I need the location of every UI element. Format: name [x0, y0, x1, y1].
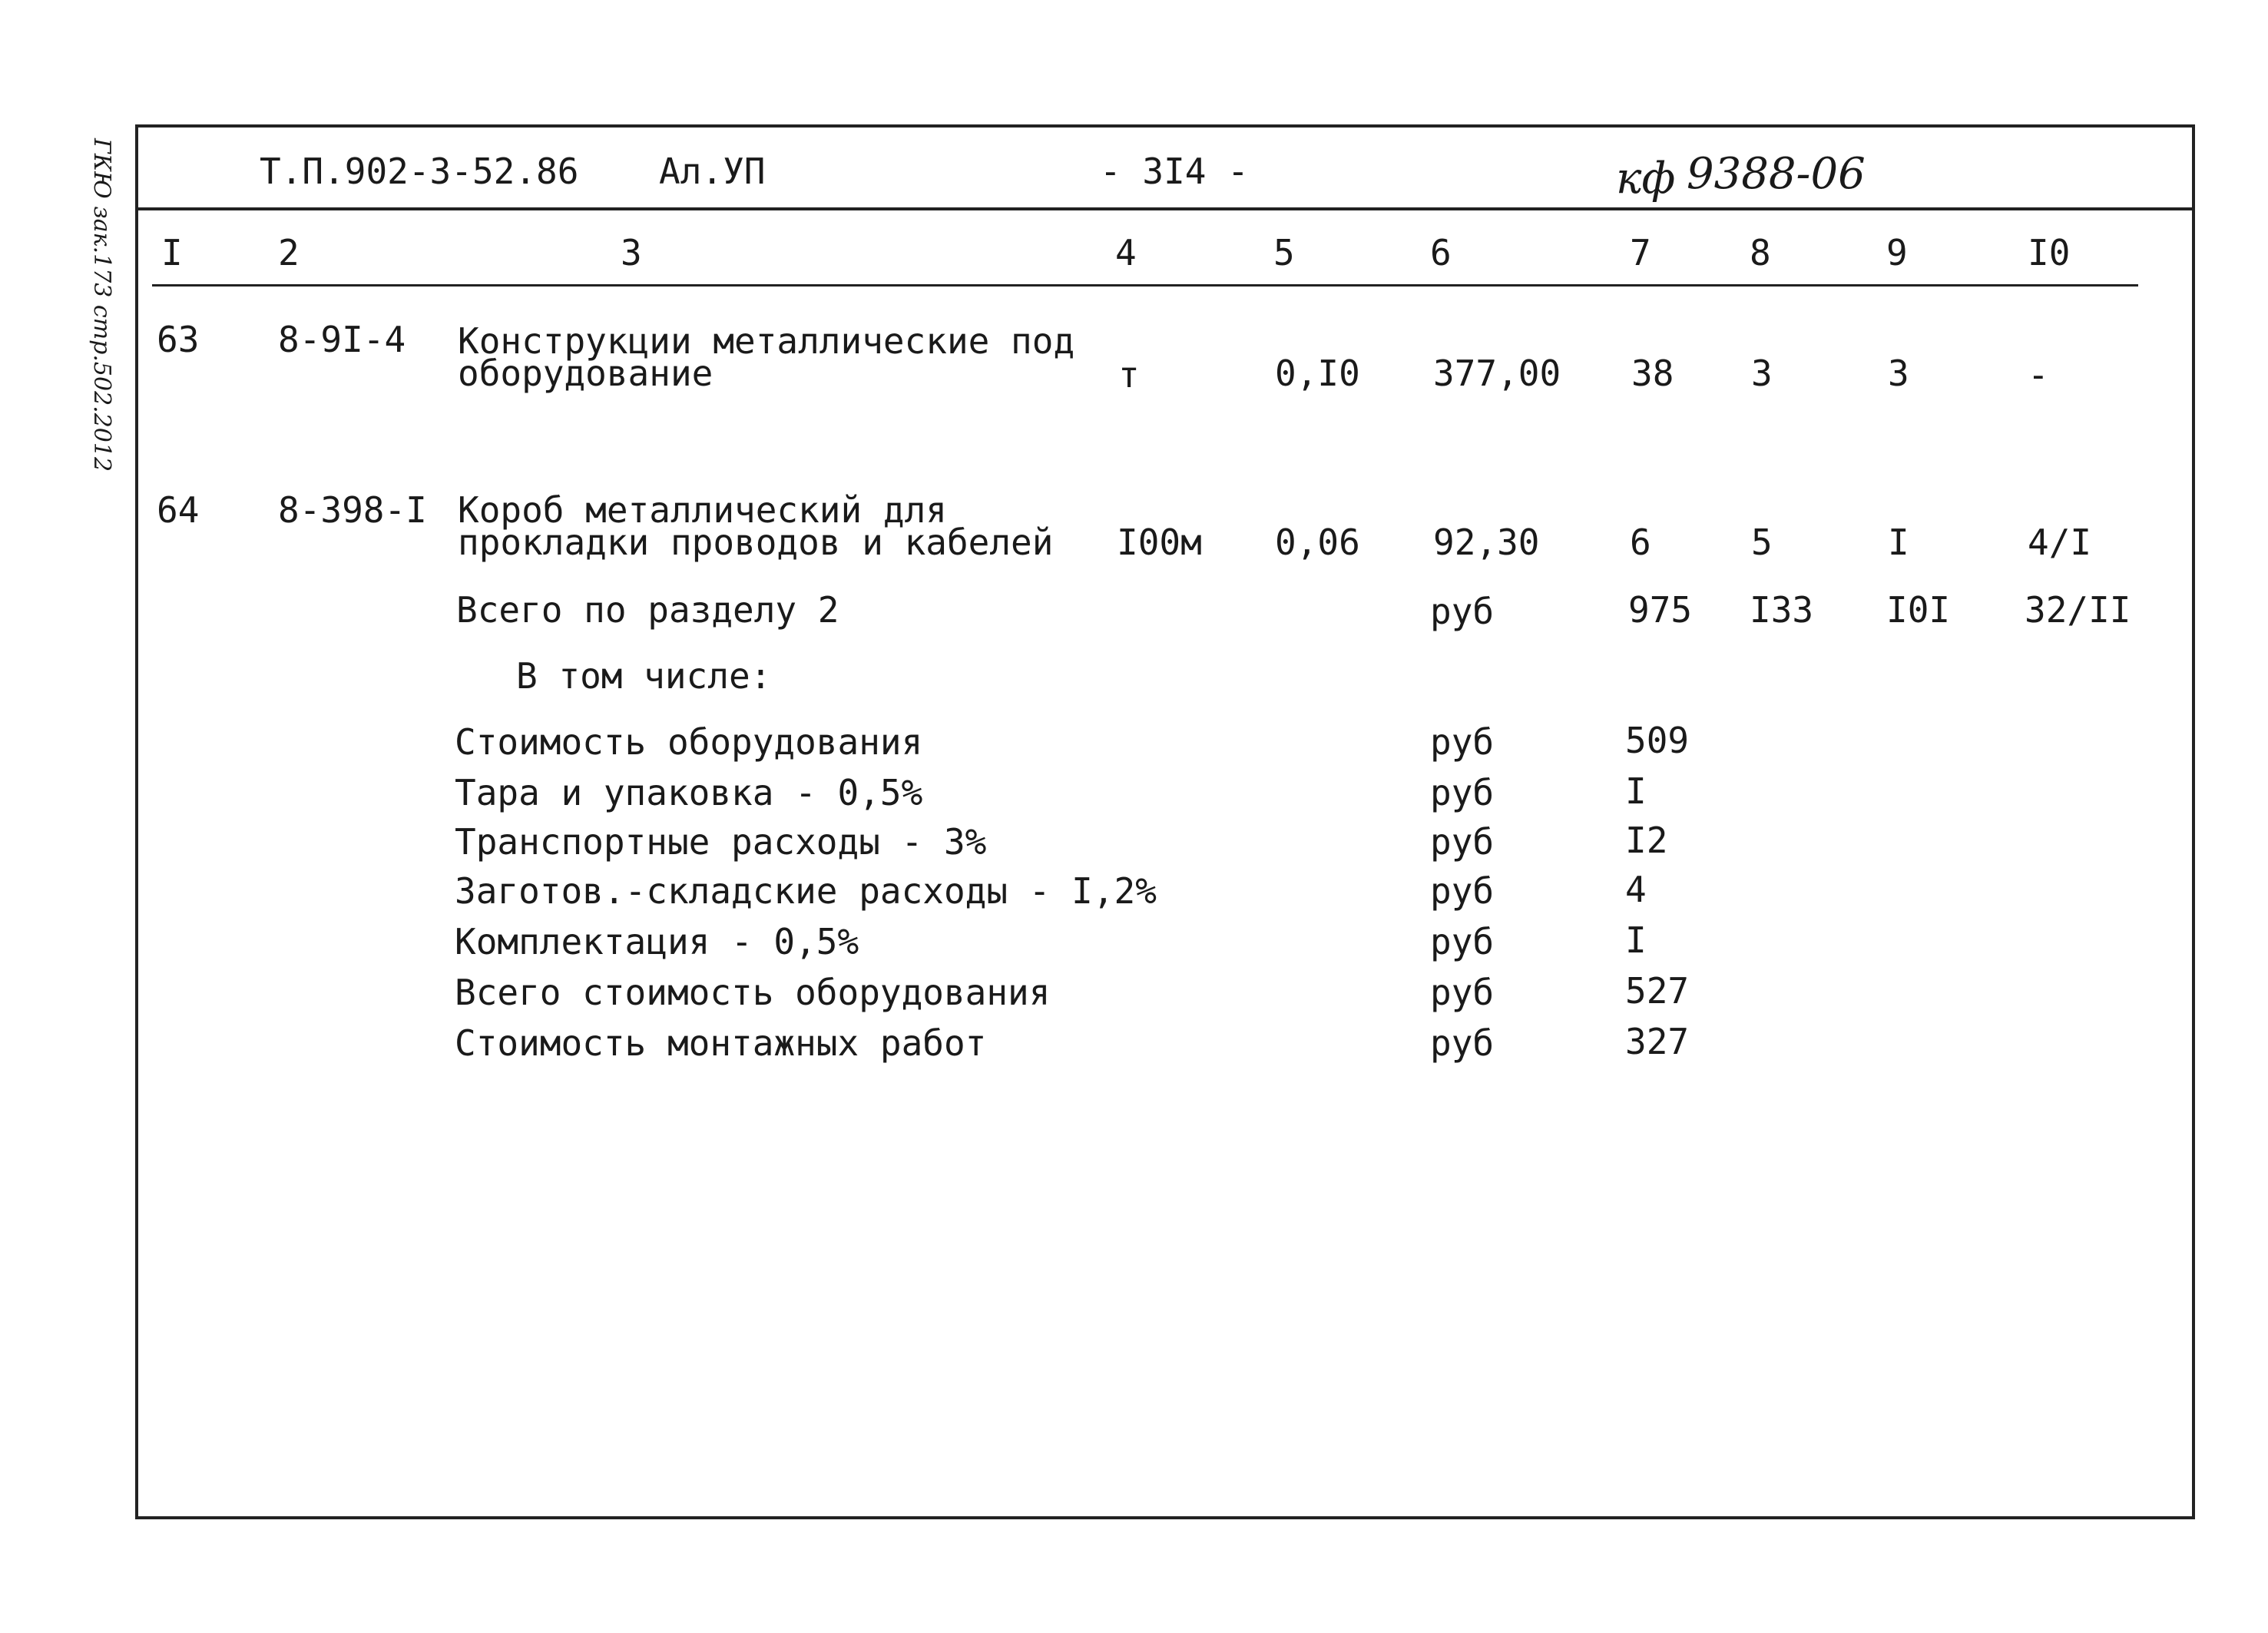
col-num-8: 8: [1750, 232, 1771, 273]
col-num-4: 4: [1115, 232, 1137, 273]
project-code: Т.П.902-3-52.86: [260, 151, 579, 192]
including-label: В том числе:: [516, 655, 772, 697]
summary-unit: руб: [1430, 721, 1495, 763]
col-num-9: 9: [1886, 232, 1908, 273]
summary-label: Заготов.-складские расходы - I,2%: [455, 870, 1157, 912]
column-header-underline: [152, 284, 2138, 287]
col-num-2: 2: [278, 232, 300, 273]
summary-unit: руб: [1430, 921, 1495, 962]
summary-label: Транспортные расходы - 3%: [455, 821, 987, 863]
inventory-prefix: кф: [1616, 154, 1676, 204]
summary-label: Тара и упаковка - 0,5%: [455, 772, 923, 813]
row-64-price: 92,30: [1433, 522, 1540, 563]
row-63-unit: т: [1118, 354, 1140, 396]
summary-value: 527: [1625, 970, 1690, 1012]
col-num-7: 7: [1630, 232, 1651, 273]
row-63-col10: -: [2028, 354, 2049, 396]
summary-label: Стоимость оборудования: [455, 721, 923, 763]
summary-value: 327: [1625, 1021, 1690, 1062]
row-63-qty: 0,I0: [1275, 353, 1360, 394]
summary-value: 509: [1625, 720, 1690, 761]
summary-label: Всего стоимость оборудования: [455, 972, 1051, 1013]
summary-unit: руб: [1430, 1022, 1495, 1064]
section-total-col10: 32/II: [2025, 589, 2131, 631]
page-frame: [135, 124, 2195, 1519]
row-63-price: 377,00: [1433, 353, 1561, 394]
row-64-code: 8-398-I: [278, 489, 427, 531]
row-63-col8: 3: [1751, 353, 1773, 394]
col-num-3: 3: [621, 232, 642, 273]
section-total-label: Всего по разделу 2: [456, 589, 839, 631]
row-64-name-line1: Короб металлический для: [458, 489, 947, 531]
row-63-num: 63: [157, 319, 200, 360]
section-total-col7: 975: [1628, 589, 1693, 631]
summary-label: Комплектация - 0,5%: [455, 921, 859, 962]
row-64-name-line2: прокладки проводов и кабелей: [458, 522, 1054, 563]
section-total-unit: руб: [1430, 591, 1495, 632]
album-label: Ал.УП: [659, 151, 766, 192]
section-total-col9: I0I: [1886, 589, 1951, 631]
row-64-col8: 5: [1751, 522, 1773, 563]
summary-unit: руб: [1430, 972, 1495, 1013]
summary-value: 4: [1625, 869, 1647, 910]
summary-label: Стоимость монтажных работ: [455, 1022, 987, 1064]
summary-unit: руб: [1430, 772, 1495, 813]
summary-unit: руб: [1430, 821, 1495, 863]
side-archive-note: ГКЮ зак.173 стр.502.2012: [88, 138, 115, 472]
summary-value: I: [1625, 919, 1647, 961]
row-64-col10: 4/I: [2028, 522, 2092, 563]
row-64-num: 64: [157, 489, 200, 531]
row-63-name-line2: оборудование: [458, 353, 714, 394]
summary-value: I2: [1625, 820, 1668, 861]
page-number: - 3I4 -: [1100, 151, 1249, 192]
inventory-number: 9388-06: [1687, 149, 1866, 199]
row-64-col9: I: [1888, 522, 1909, 563]
header-divider: [135, 207, 2195, 210]
summary-value: I: [1625, 770, 1647, 812]
row-64-col7: 6: [1630, 522, 1651, 563]
col-num-10: I0: [2028, 232, 2071, 273]
col-num-1: I: [161, 232, 183, 273]
col-num-5: 5: [1273, 232, 1295, 273]
row-63-name-line1: Конструкции металлические под: [458, 320, 1075, 362]
row-63-col7: 38: [1631, 353, 1674, 394]
row-63-col9: 3: [1888, 353, 1909, 394]
row-64-qty: 0,06: [1275, 522, 1360, 563]
row-64-unit: I00м: [1117, 522, 1202, 563]
col-num-6: 6: [1430, 232, 1452, 273]
summary-unit: руб: [1430, 870, 1495, 912]
row-63-code: 8-9I-4: [278, 319, 406, 360]
section-total-col8: I33: [1750, 589, 1814, 631]
